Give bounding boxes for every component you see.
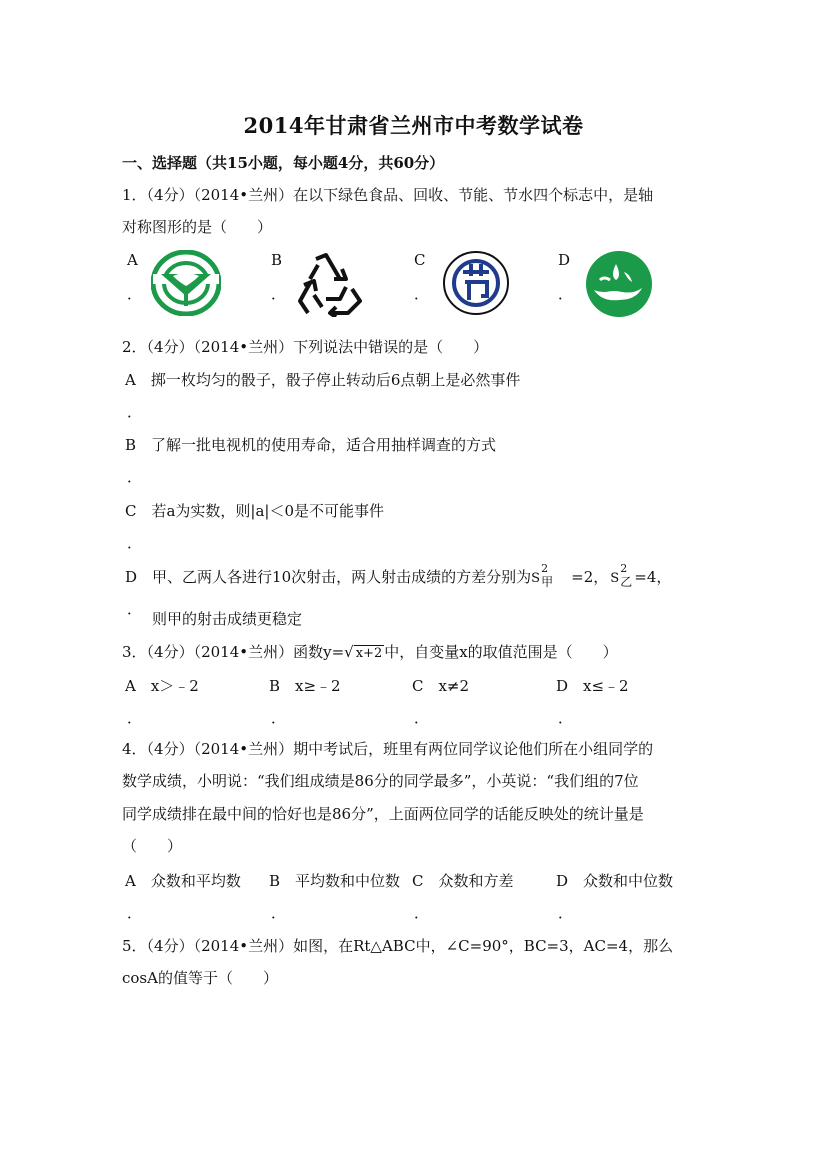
q4-option-a: A 众数和平均数 xyxy=(125,872,241,890)
q1-option-b-dot: ． xyxy=(271,285,287,303)
variance-s: S xyxy=(531,571,541,586)
q3-option-d: D x≤﹣2 xyxy=(556,677,629,695)
q1-option-d-label: D xyxy=(558,251,571,269)
q3-option-a: A x＞﹣2 xyxy=(125,677,199,695)
q1-option-d-dot: ． xyxy=(558,285,574,303)
q2-option-a-dot: ． xyxy=(127,403,143,421)
q4-option-c-dot: ． xyxy=(414,904,430,922)
variance-formula-jia xyxy=(531,562,571,589)
q3-option-c-dot: ． xyxy=(414,709,430,727)
q2-option-d-dot: ． xyxy=(127,600,143,618)
green-food-logo-icon xyxy=(151,250,221,316)
q3-option-b: B x≥﹣2 xyxy=(269,677,341,695)
variance-sub-jia: 甲 xyxy=(541,575,554,589)
q2-option-b: B 了解一批电视机的使用寿命，适合用抽样调查的方式 xyxy=(125,436,497,454)
q1-option-a-label: A xyxy=(127,251,138,269)
q2-option-d-mid: =2， xyxy=(571,568,609,586)
q1-option-c-label: C xyxy=(414,251,426,269)
variance-formula-yi xyxy=(608,562,634,589)
sqrt-icon: √ xyxy=(344,643,354,661)
q2-option-d-text: D 甲、乙两人各进行10次射击，两人射击成绩的方差分别为 xyxy=(125,568,532,586)
q2-option-c: C 若a为实数，则|a|＜0是不可能事件 xyxy=(125,502,385,520)
q1-line2: 对称图形的是（ ） xyxy=(122,218,273,236)
page-title: 2014年甘肃省兰州市中考数学试卷 xyxy=(243,113,584,138)
energy-saving-logo-icon xyxy=(441,250,511,316)
q3-stem xyxy=(122,641,618,662)
variance-sup: 2 xyxy=(620,562,628,575)
q3-option-b-dot: ． xyxy=(271,709,287,727)
q5-line2: cosA的值等于（ ） xyxy=(122,969,278,987)
q4-line2: 数学成绩，小明说：“我们组成绩是86分的同学最多”，小英说：“我们组的7位 xyxy=(122,772,639,790)
variance-sub-yi: 乙 xyxy=(620,575,633,589)
q3-option-d-dot: ． xyxy=(558,709,574,727)
q4-option-d: D 众数和中位数 xyxy=(556,872,674,890)
q4-option-d-dot: ． xyxy=(558,904,574,922)
q3-stem-post: 中，自变量x的取值范围是（ ） xyxy=(384,643,618,661)
q4-line3: 同学成绩排在最中间的恰好也是86分”，上面两位同学的话能反映处的统计量是 xyxy=(122,805,644,823)
q2-option-a: A 掷一枚均匀的骰子，骰子停止转动后6点朝上是必然事件 xyxy=(125,371,521,389)
q3-radicand: x+2 xyxy=(355,646,383,661)
q2-option-b-dot: ． xyxy=(127,468,143,486)
q2-option-d xyxy=(125,562,672,589)
q2-option-d-line2: 则甲的射击成绩更稳定 xyxy=(152,610,303,628)
q1-line1: 1．（4分）（2014•兰州）在以下绿色食品、回收、节能、节水四个标志中，是轴 xyxy=(122,186,654,204)
q2-option-c-dot: ． xyxy=(127,534,143,552)
q3-stem-pre: 3．（4分）（2014•兰州）函数y= xyxy=(122,643,345,661)
q3-option-c: C x≠2 xyxy=(412,677,470,695)
variance-sup: 2 xyxy=(541,562,549,575)
q2-option-d-post: =4， xyxy=(634,568,672,586)
q5-line1: 5．（4分）（2014•兰州）如图，在Rt△ABC中，∠C=90°，BC=3，AC=4，那么 xyxy=(122,937,674,955)
water-saving-logo-icon xyxy=(584,250,654,318)
q1-option-b-label: B xyxy=(271,251,283,269)
q4-option-b-dot: ． xyxy=(271,904,287,922)
variance-s: S xyxy=(610,571,620,586)
q4-option-a-dot: ． xyxy=(127,904,143,922)
q4-line4: （ ） xyxy=(122,837,183,855)
q3-option-a-dot: ． xyxy=(127,709,143,727)
q1-option-c-dot: ． xyxy=(414,285,430,303)
section-heading: 一、选择题（共15小题，每小题4分，共60分） xyxy=(122,154,445,172)
q4-option-b: B 平均数和中位数 xyxy=(269,872,401,890)
q4-option-c: C 众数和方差 xyxy=(412,872,514,890)
q1-option-a-dot: ． xyxy=(127,285,143,303)
recycle-logo-icon xyxy=(296,251,364,317)
q2-stem: 2．（4分）（2014•兰州）下列说法中错误的是（ ） xyxy=(122,338,489,356)
q4-line1: 4．（4分）（2014•兰州）期中考试后，班里有两位同学议论他们所在小组同学的 xyxy=(122,740,654,758)
